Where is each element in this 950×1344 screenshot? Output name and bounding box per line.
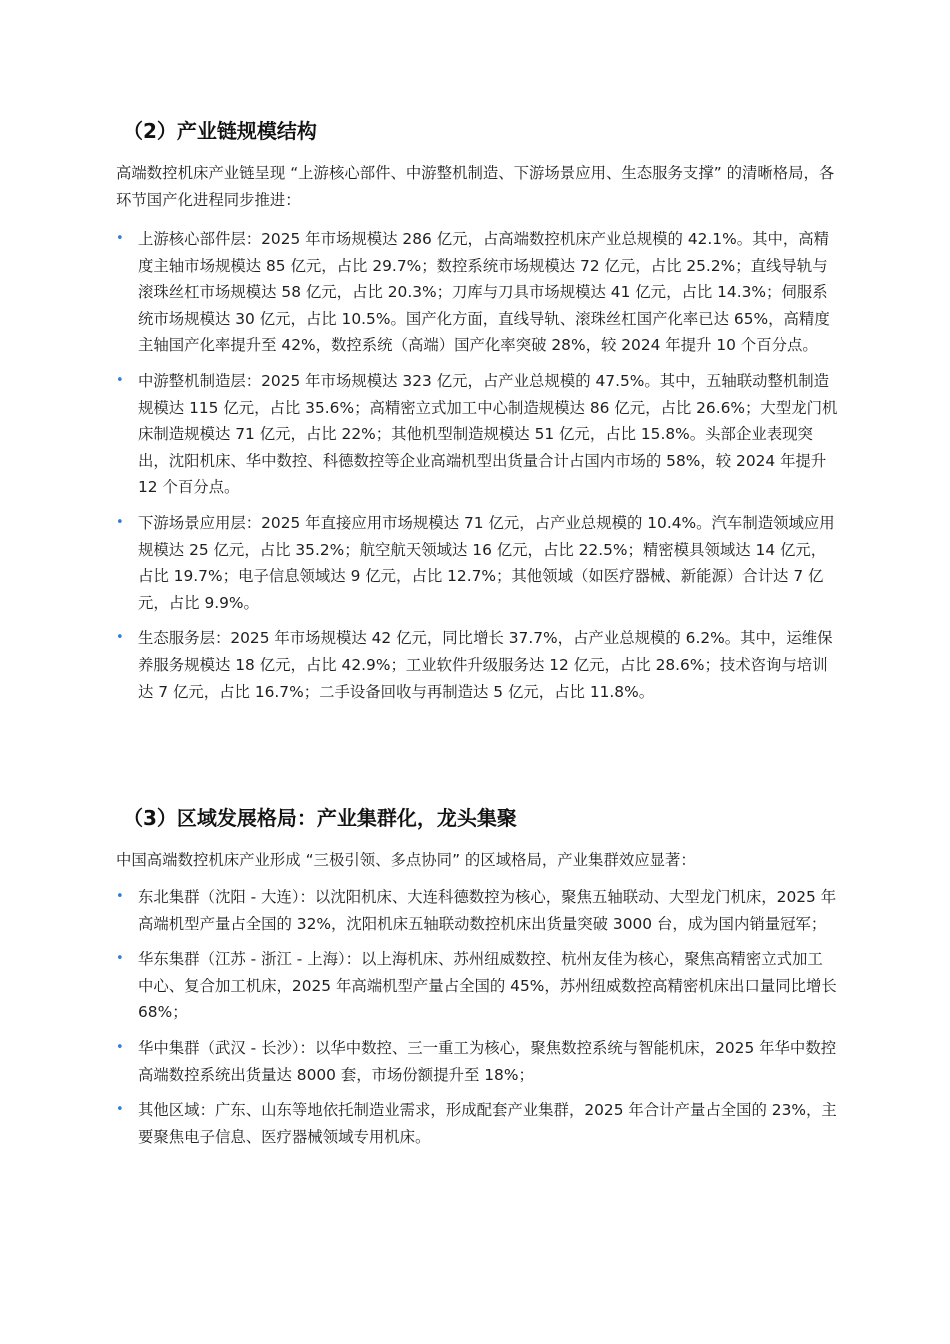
bullet-icon: • (116, 372, 124, 388)
list-item-text: 华中集群（武汉 - 长沙）：以华中数控、三一重工为核心，聚焦数控系统与智能机床，2025 年华中数控高端数控系统出货量达 8000 套，市场份额提升至 18%； (138, 1038, 837, 1084)
section-2-list (116, 226, 838, 714)
bullet-icon: • (116, 231, 124, 246)
list-item-text: 下游场景应用层：2025 年直接应用市场规模达 71 亿元，占产业总规模的 10.4%。汽车制造领域应用规模达 25 亿元，占比 35.2%；航空航天领域达 16 亿元，占比 22.5%；精密模具领域达 14 亿元，占比 19.7%；电子信息领域达 9 亿元，占比 12.7%；其他领域（如医疗器械、新能源）合计达 7 亿元，占比 9.9%。 (138, 513, 835, 612)
section-3-list (116, 884, 838, 1159)
list-item-text: 上游核心部件层：2025 年市场规模达 286 亿元，占高端数控机床产业总规模的 42.1%。其中，高精度主轴市场规模达 85 亿元，占比 29.7%；数控系统市场规模达 72 亿元，占比 25.2%；直线导轨与滚珠丝杠市场规模达 58 亿元，占比 20.3%；刀库与刀具市场规模达 41 亿元，占比 14.3%；伺服系统市场规模达 30 亿元，占比 10.5%。国产化方面，直线导轨、滚珠丝杠国产化率已达 65%，高精度主轴国产化率提升至 42%，数控系统（高端）国产化率突破 28%，较 2024 年提升 10 个百分点。 (138, 230, 830, 355)
list-item-other-regions (116, 1097, 838, 1150)
section-3-heading: （3）区域发展格局：产业集群化，龙头集聚 (123, 806, 517, 830)
section-2-intro: 高端数控机床产业链呈现 “上游核心部件、中游整机制造、下游场景应用、生态服务支撑” 的清晰格局，各环节国产化进程同步推进： (116, 164, 835, 209)
list-item-text: 东北集群（沈阳 - 大连）：以沈阳机床、大连科德数控为核心，聚焦五轴联动、大型龙门机床，2025 年高端机型产量占全国的 32%，沈阳机床五轴联动数控机床出货量突破 3000 台，成为国内销量冠军； (138, 888, 837, 933)
list-item-east-cluster (116, 946, 838, 1026)
bullet-icon: • (116, 951, 124, 967)
bullet-icon: • (116, 1102, 124, 1118)
section-3-intro: 中国高端数控机床产业形成 “三极引领、多点协同” 的区域格局，产业集群效应显著： (116, 851, 696, 869)
list-item-central-cluster (116, 1035, 838, 1088)
bullet-icon: • (116, 630, 124, 646)
list-item-text: 中游整机制造层：2025 年市场规模达 323 亿元，占产业总规模的 47.5%。其中，五轴联动整机制造规模达 115 亿元，占比 35.6%；高精密立式加工中心制造规模达 86 亿元，占比 26.6%；大型龙门机床制造规模达 71 亿元，占比 22%；其他机型制造规模达 51 亿元，占比 15.8%。头部企业表现突出，沈阳机床、华中数控、科德数控等企业高端机型出货量合计占国内市场的 58%，较 2024 年提升 12 个百分点。 (138, 371, 838, 497)
list-item-text: 华东集群（江苏 - 浙江 - 上海）：以上海机床、苏州纽威数控、杭州友佳为核心，聚焦高精密立式加工中心、复合加工机床，2025 年高端机型产量占全国的 45%，苏州纽威数控高精密机床出口量同比增长 68%； (138, 950, 837, 1022)
section-2-heading: （2）产业链规模结构 (123, 119, 317, 143)
list-item-text: 其他区域：广东、山东等地依托制造业需求，形成配套产业集群，2025 年合计产量占全国的 23%，主要聚焦电子信息、医疗器械领域专用机床。 (138, 1101, 837, 1146)
bullet-icon: • (116, 514, 124, 530)
list-item-downstream (116, 510, 838, 616)
list-item-text: 生态服务层：2025 年市场规模达 42 亿元，同比增长 37.7%，占产业总规模的 6.2%。其中，运维保养服务规模达 18 亿元，占比 42.9%；工业软件升级服务达 12 亿元，占比 28.6%；技术咨询与培训达 7 亿元，占比 16.7%；二手设备回收与再制造达 5 亿元，占比 11.8%。 (138, 629, 833, 701)
bullet-icon: • (116, 889, 124, 904)
list-item-ecosystem (116, 625, 838, 705)
list-item-upstream (116, 226, 838, 359)
bullet-icon: • (116, 1039, 124, 1055)
list-item-northeast-cluster (116, 884, 838, 937)
list-item-midstream (116, 368, 838, 501)
